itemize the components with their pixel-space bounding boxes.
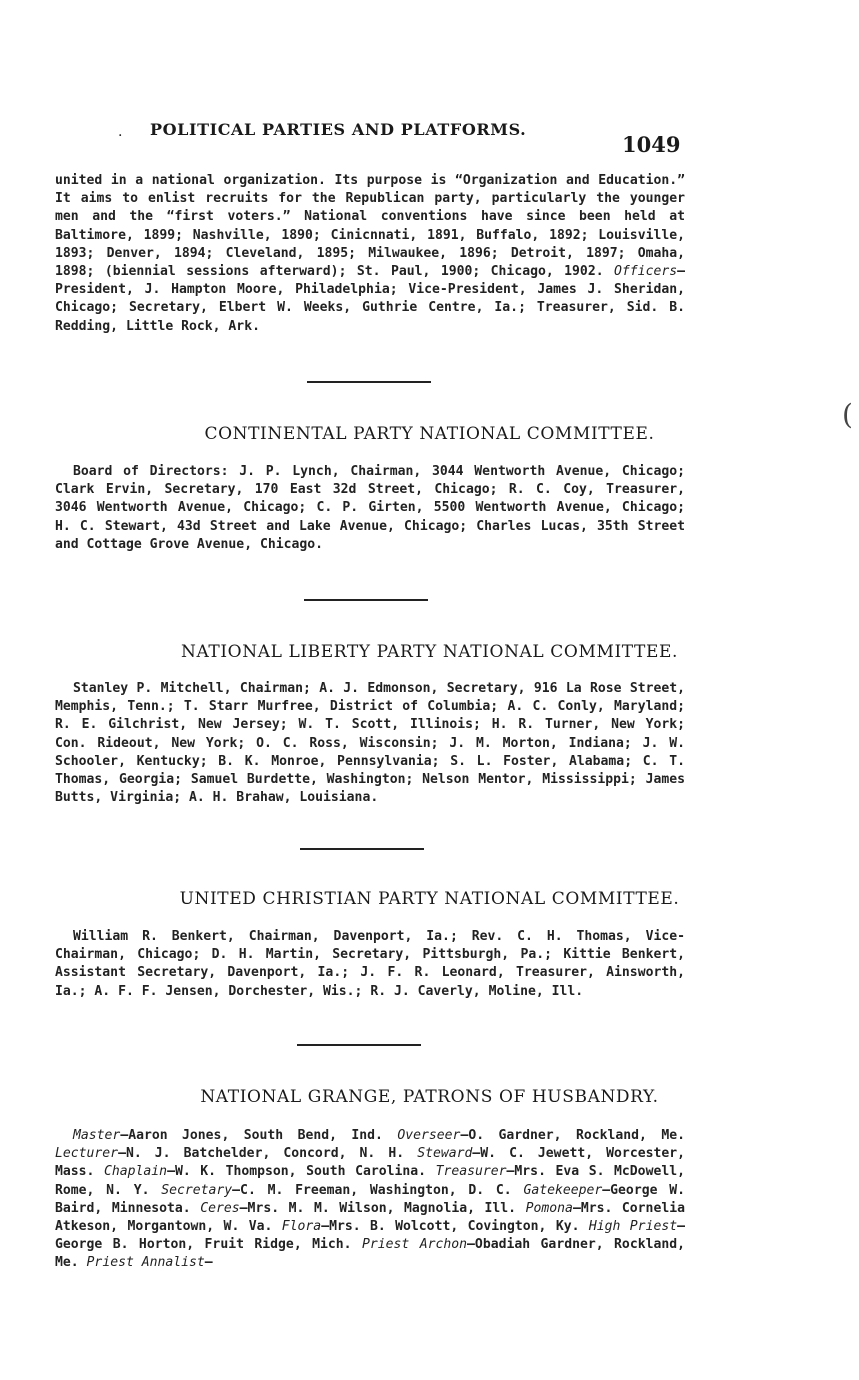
continental-text: Board of Directors: J. P. Lynch, Chairman, 3044 Wentworth Avenue, Chicago; Clark Ervin, Secretary, 170 East 32d Street, Chicago; R. C. Coy, Treasurer, 3046 Wentworth Avenue, Chicago; C. P. Girten, 5500 Wentworth Avenue, Chicago; H. C. Stewart, 43d Street and Lake Avenue, Chicago; Charles Lucas, 35th Street and Cottage Grove Avenue, Chicago. [55,464,685,552]
print-speck: . [118,124,123,140]
intro-paragraph [55,172,685,336]
grange-role: Priest Annalist [86,1255,205,1271]
grange-role: Overseer [397,1128,461,1143]
section-divider [297,1044,421,1046]
section-body-continental [55,463,685,554]
section-divider [307,381,431,383]
section-heading-united-christian: UNITED CHRISTIAN PARTY NATIONAL COMMITTEE. [179,889,680,909]
grange-role: Chaplain [103,1164,168,1180]
grange-role: Priest Archon [362,1237,468,1253]
grange-role: Treasurer [435,1164,507,1180]
grange-officer: —Mrs. Cornelia Atkeson, Morgantown, W. Va. [55,1200,685,1235]
section-body-national-grange [55,1127,685,1273]
margin-mark: ( [842,398,853,431]
grange-officer: —Mrs. B. Wolcott, Covington, Ky. [321,1219,589,1235]
intro-officers-label: Officers [614,264,678,280]
intro-text-start: united in a national organization. Its purpose is “Organization and Education.” It aims to enlist recruits for the Republican party, particularly the younger men and the “first voters.” National conventions have since been held at Baltimore, 1899; Nashville, 1890; Cinicnnati, 1891, Buffalo, 1892; Louisville, 1893; Denver, 1894; Cleveland, 1895; Milwaukee, 1896; Detroit, 1897; Omaha, 1898; (biennial sessions afterward); St. Paul, 1900; Chicago, 1902. [55,173,685,280]
grange-role: Gatekeeper [523,1182,603,1198]
section-divider [304,599,428,601]
grange-role: Steward [417,1146,473,1162]
grange-role: Flora [281,1219,322,1235]
grange-officer: —W. C. Jewett, Worcester, Mass. [55,1146,685,1180]
grange-officer: — [204,1255,213,1271]
grange-officer: —George B. Horton, Fruit Ridge, Mich. [55,1219,685,1253]
running-title: POLITICAL PARTIES AND PLATFORMS. [150,120,527,139]
grange-officer: —Mrs. M. M. Wilson, Magnolia, Ill. [239,1200,526,1216]
grange-officer: —Aaron Jones, South Bend, Ind. [120,1128,398,1143]
section-body-national-liberty [55,680,685,807]
grange-role: Master [73,1128,121,1143]
section-heading-continental: CONTINENTAL PARTY NATIONAL COMMITTEE. [204,424,655,444]
grange-role: High Priest [588,1219,678,1235]
grange-officer: —George W. Baird, Minnesota. [55,1182,685,1216]
grange-role: Secretary [161,1182,233,1198]
section-body-united-christian [55,928,685,1001]
grange-officer: —C. M. Freeman, Washington, D. C. [232,1182,524,1198]
grange-officer: —Mrs. Eva S. McDowell, Rome, N. Y. [55,1164,685,1198]
section-divider [300,848,424,850]
united-christian-text: William R. Benkert, Chairman, Davenport, Ia.; Rev. C. H. Thomas, Vice-Chairman, Chicago; D. H. Martin, Secretary, Pittsburgh, Pa.; Kittie Benkert, Assistant Secretary, Davenport, Ia.; J. F. R. Leonard, Treasurer, Ainsworth, Ia.; A. F. F. Jensen, Dorchester, Wis.; R. J. Caverly, Moline, Ill. [55,929,685,999]
grange-role: Ceres [200,1200,240,1216]
grange-role: Pomona [525,1200,573,1216]
intro-text-end: —President, J. Hampton Moore, Philadelphia; Vice-President, James J. Sheridan, Chicago; Secretary, Elbert W. Weeks, Guthrie Centre, Ia.; Treasurer, Sid. B. Redding, Little Rock, Ark. [55,264,685,334]
grange-officer: —O. Gardner, Rockland, Me. [460,1128,685,1143]
grange-officer: —W. K. Thompson, South Carolina. [167,1164,436,1180]
section-heading-national-grange: NATIONAL GRANGE, PATRONS OF HUSBANDRY. [200,1087,659,1107]
page-number: 1049 [622,132,681,157]
national-liberty-text: Stanley P. Mitchell, Chairman; A. J. Edmonson, Secretary, 916 La Rose Street, Memphis, Tenn.; T. Starr Murfree, District of Columbia; A. C. Conly, Maryland; R. E. Gilchrist, New Jersey; W. T. Scott, Illinois; H. R. Turner, New York; Con. Rideout, New York; O. C. Ross, Wisconsin; J. M. Morton, Indiana; J. W. Schooler, Kentucky; B. K. Monroe, Pennsylvania; S. L. Foster, Alabama; C. T. Thomas, Georgia; Samuel Burdette, Washington; Nelson Mentor, Mississippi; James Butts, Virginia; A. H. Brahaw, Louisiana. [55,681,685,806]
section-heading-national-liberty: NATIONAL LIBERTY PARTY NATIONAL COMMITTEE. [181,642,678,662]
grange-officer: —N. J. Batchelder, Concord, N. H. [118,1146,418,1162]
grange-officer: —Obadiah Gardner, Rockland, Me. [55,1237,685,1271]
grange-role: Lecturer [55,1146,119,1162]
